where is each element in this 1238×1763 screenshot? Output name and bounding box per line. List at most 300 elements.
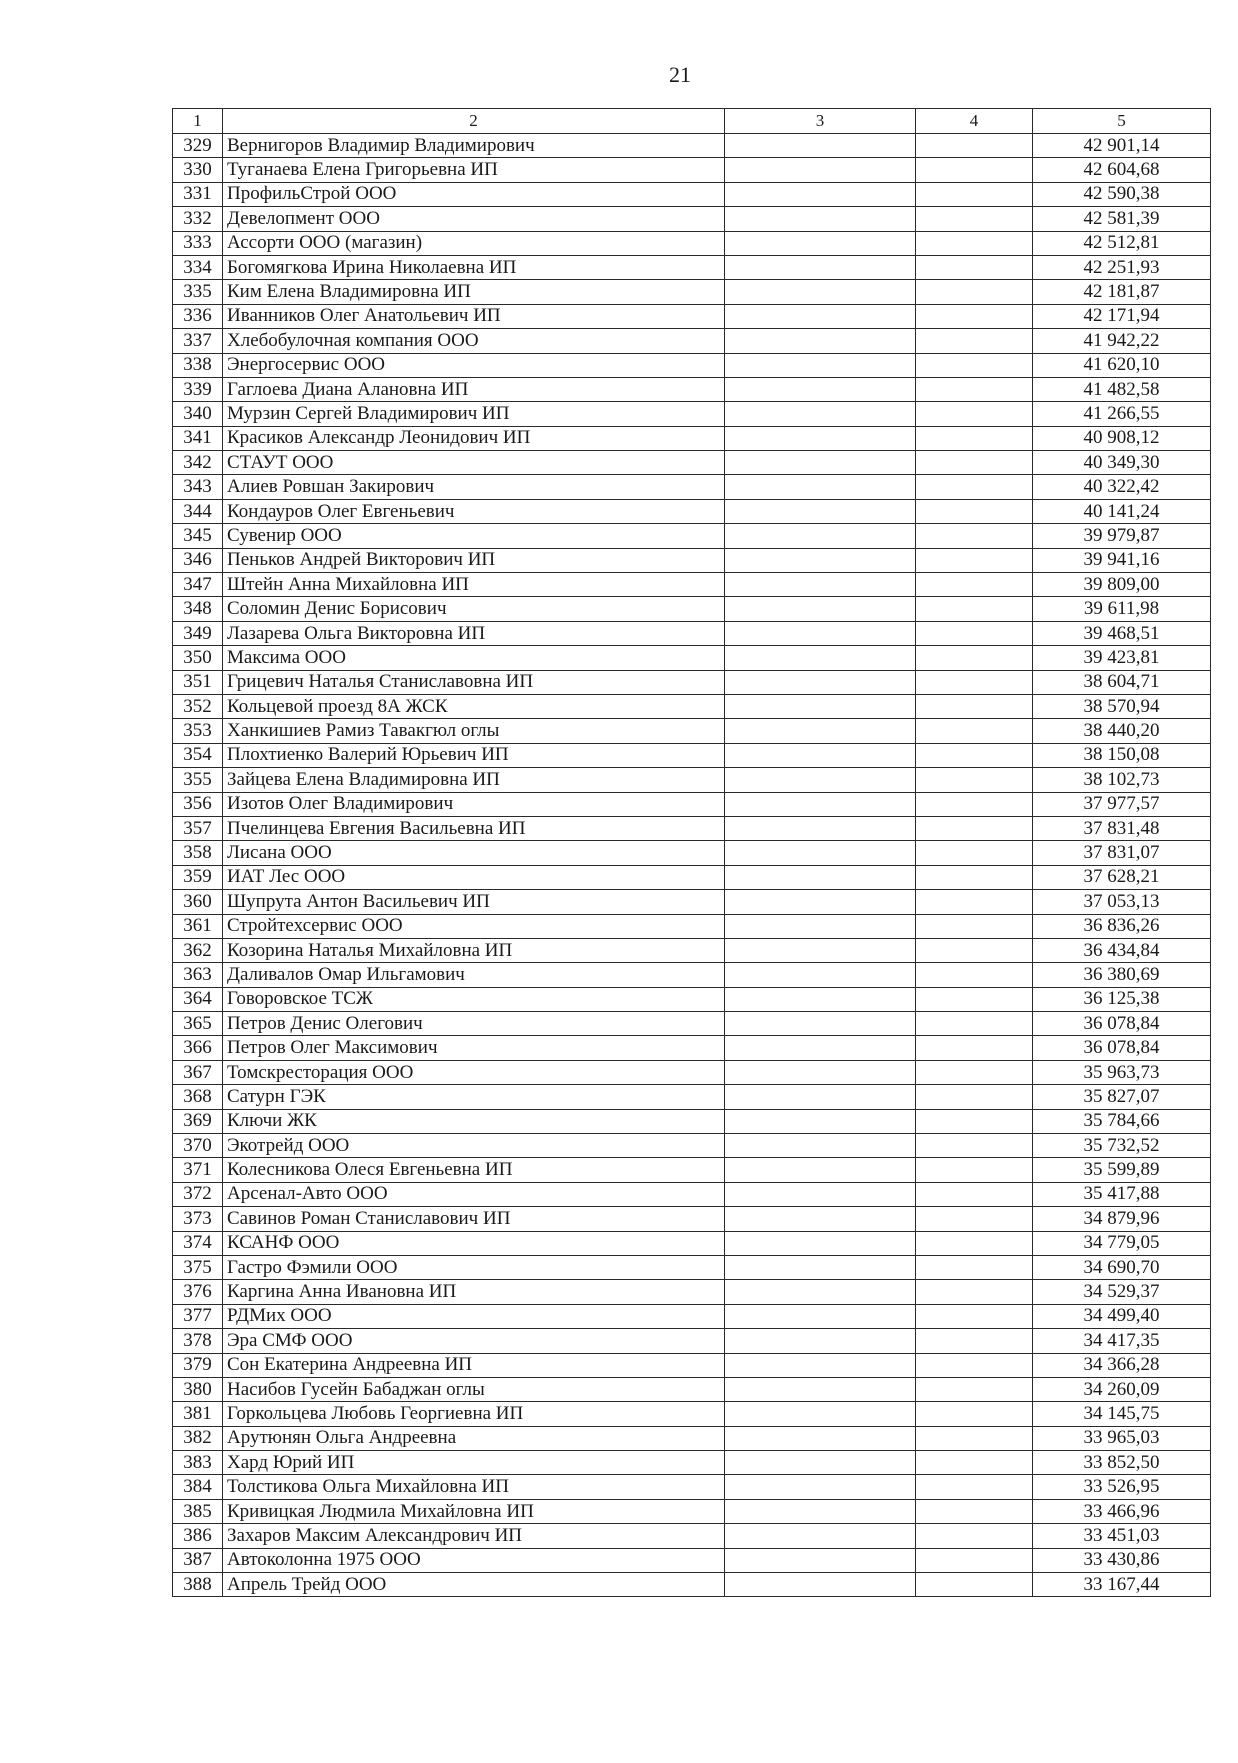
table-row bbox=[173, 597, 1211, 621]
row-name: Максима ООО bbox=[223, 646, 725, 670]
table-row bbox=[173, 1573, 1211, 1597]
row-name: Хлебобулочная компания ООО bbox=[223, 329, 725, 353]
row-col4 bbox=[916, 1085, 1033, 1109]
row-amount: 38 570,94 bbox=[1033, 694, 1211, 718]
row-amount: 38 150,08 bbox=[1033, 743, 1211, 767]
row-name: Изотов Олег Владимирович bbox=[223, 792, 725, 816]
row-col3 bbox=[725, 329, 916, 353]
row-name: Иванников Олег Анатольевич ИП bbox=[223, 304, 725, 328]
table-row bbox=[173, 255, 1211, 279]
row-col3 bbox=[725, 1499, 916, 1523]
table-row bbox=[173, 548, 1211, 572]
row-number: 358 bbox=[173, 841, 223, 865]
row-col4 bbox=[916, 1524, 1033, 1548]
row-amount: 34 499,40 bbox=[1033, 1304, 1211, 1328]
row-name: Автоколонна 1975 ООО bbox=[223, 1548, 725, 1572]
table-row bbox=[173, 1158, 1211, 1182]
row-col3 bbox=[725, 1451, 916, 1475]
column-header-1: 1 bbox=[173, 109, 223, 134]
row-col4 bbox=[916, 255, 1033, 279]
row-name: Даливалов Омар Ильгамович bbox=[223, 963, 725, 987]
row-amount: 33 852,50 bbox=[1033, 1451, 1211, 1475]
row-number: 359 bbox=[173, 865, 223, 889]
row-amount: 42 171,94 bbox=[1033, 304, 1211, 328]
row-name: Колесникова Олеся Евгеньевна ИП bbox=[223, 1158, 725, 1182]
row-col4 bbox=[916, 426, 1033, 450]
row-col4 bbox=[916, 987, 1033, 1011]
row-name: Сон Екатерина Андреевна ИП bbox=[223, 1353, 725, 1377]
row-amount: 34 879,96 bbox=[1033, 1207, 1211, 1231]
row-number: 356 bbox=[173, 792, 223, 816]
row-number: 370 bbox=[173, 1134, 223, 1158]
row-amount: 39 979,87 bbox=[1033, 524, 1211, 548]
row-number: 383 bbox=[173, 1451, 223, 1475]
row-number: 386 bbox=[173, 1524, 223, 1548]
row-name: Ким Елена Владимировна ИП bbox=[223, 280, 725, 304]
row-col3 bbox=[725, 646, 916, 670]
row-col3 bbox=[725, 743, 916, 767]
row-name: Ключи ЖК bbox=[223, 1109, 725, 1133]
row-number: 351 bbox=[173, 670, 223, 694]
table-row bbox=[173, 353, 1211, 377]
row-col3 bbox=[725, 1329, 916, 1353]
row-col4 bbox=[916, 694, 1033, 718]
row-col3 bbox=[725, 1524, 916, 1548]
table-row bbox=[173, 1036, 1211, 1060]
row-col4 bbox=[916, 1329, 1033, 1353]
page-number: 21 bbox=[669, 62, 691, 87]
row-col4 bbox=[916, 1451, 1033, 1475]
row-name: Горкольцева Любовь Георгиевна ИП bbox=[223, 1402, 725, 1426]
row-number: 387 bbox=[173, 1548, 223, 1572]
row-number: 337 bbox=[173, 329, 223, 353]
table-row bbox=[173, 987, 1211, 1011]
row-number: 364 bbox=[173, 987, 223, 1011]
row-number: 369 bbox=[173, 1109, 223, 1133]
row-number: 377 bbox=[173, 1304, 223, 1328]
row-col4 bbox=[916, 963, 1033, 987]
row-col4 bbox=[916, 1012, 1033, 1036]
column-header-4: 4 bbox=[916, 109, 1033, 134]
row-name: Лисана ООО bbox=[223, 841, 725, 865]
row-name: Сувенир ООО bbox=[223, 524, 725, 548]
row-name: Грицевич Наталья Станиславовна ИП bbox=[223, 670, 725, 694]
table-row bbox=[173, 524, 1211, 548]
row-col4 bbox=[916, 1255, 1033, 1279]
row-name: Вернигоров Владимир Владимирович bbox=[223, 134, 725, 158]
row-number: 367 bbox=[173, 1060, 223, 1084]
row-col3 bbox=[725, 1353, 916, 1377]
row-amount: 39 468,51 bbox=[1033, 621, 1211, 645]
row-number: 334 bbox=[173, 255, 223, 279]
row-amount: 39 809,00 bbox=[1033, 573, 1211, 597]
row-number: 341 bbox=[173, 426, 223, 450]
row-col3 bbox=[725, 890, 916, 914]
row-name: Каргина Анна Ивановна ИП bbox=[223, 1280, 725, 1304]
row-number: 354 bbox=[173, 743, 223, 767]
row-col4 bbox=[916, 890, 1033, 914]
table-row bbox=[173, 816, 1211, 840]
row-name: Алиев Ровшан Закирович bbox=[223, 475, 725, 499]
row-col4 bbox=[916, 1280, 1033, 1304]
table-row bbox=[173, 573, 1211, 597]
row-name: Шупрута Антон Васильевич ИП bbox=[223, 890, 725, 914]
table-row bbox=[173, 621, 1211, 645]
row-name: Эра СМФ ООО bbox=[223, 1329, 725, 1353]
row-amount: 42 512,81 bbox=[1033, 231, 1211, 255]
row-number: 378 bbox=[173, 1329, 223, 1353]
row-number: 338 bbox=[173, 353, 223, 377]
column-header-3: 3 bbox=[725, 109, 916, 134]
row-col3 bbox=[725, 1402, 916, 1426]
table-row bbox=[173, 646, 1211, 670]
row-col3 bbox=[725, 231, 916, 255]
row-amount: 42 604,68 bbox=[1033, 158, 1211, 182]
row-amount: 40 141,24 bbox=[1033, 499, 1211, 523]
row-col4 bbox=[916, 1060, 1033, 1084]
row-col3 bbox=[725, 914, 916, 938]
row-amount: 33 451,03 bbox=[1033, 1524, 1211, 1548]
row-col3 bbox=[725, 1036, 916, 1060]
row-col4 bbox=[916, 816, 1033, 840]
row-name: Кривицкая Людмила Михайловна ИП bbox=[223, 1499, 725, 1523]
row-number: 365 bbox=[173, 1012, 223, 1036]
column-header-2: 2 bbox=[223, 109, 725, 134]
row-name: ПрофильСтрой ООО bbox=[223, 182, 725, 206]
table-row bbox=[173, 207, 1211, 231]
row-amount: 37 053,13 bbox=[1033, 890, 1211, 914]
row-amount: 36 434,84 bbox=[1033, 938, 1211, 962]
row-number: 353 bbox=[173, 719, 223, 743]
row-amount: 42 581,39 bbox=[1033, 207, 1211, 231]
row-amount: 33 430,86 bbox=[1033, 1548, 1211, 1572]
row-col4 bbox=[916, 499, 1033, 523]
table-row bbox=[173, 426, 1211, 450]
row-col3 bbox=[725, 1085, 916, 1109]
row-amount: 34 690,70 bbox=[1033, 1255, 1211, 1279]
row-col3 bbox=[725, 1475, 916, 1499]
table-row bbox=[173, 1182, 1211, 1206]
row-amount: 36 078,84 bbox=[1033, 1036, 1211, 1060]
table-row bbox=[173, 304, 1211, 328]
row-col4 bbox=[916, 134, 1033, 158]
row-col4 bbox=[916, 1109, 1033, 1133]
row-number: 331 bbox=[173, 182, 223, 206]
table-row bbox=[173, 792, 1211, 816]
row-col3 bbox=[725, 1548, 916, 1572]
row-col3 bbox=[725, 475, 916, 499]
row-col3 bbox=[725, 987, 916, 1011]
row-amount: 38 102,73 bbox=[1033, 768, 1211, 792]
row-number: 363 bbox=[173, 963, 223, 987]
row-col4 bbox=[916, 1475, 1033, 1499]
row-col3 bbox=[725, 1426, 916, 1450]
table-row bbox=[173, 1475, 1211, 1499]
table-header-row bbox=[173, 109, 1211, 134]
row-number: 348 bbox=[173, 597, 223, 621]
row-col3 bbox=[725, 719, 916, 743]
row-number: 382 bbox=[173, 1426, 223, 1450]
table-row bbox=[173, 1280, 1211, 1304]
table-row bbox=[173, 1109, 1211, 1133]
table-row bbox=[173, 1524, 1211, 1548]
table-row bbox=[173, 938, 1211, 962]
row-number: 357 bbox=[173, 816, 223, 840]
row-amount: 35 599,89 bbox=[1033, 1158, 1211, 1182]
row-name: Сатурн ГЭК bbox=[223, 1085, 725, 1109]
table-row bbox=[173, 475, 1211, 499]
row-col3 bbox=[725, 621, 916, 645]
row-name: Хард Юрий ИП bbox=[223, 1451, 725, 1475]
row-col3 bbox=[725, 768, 916, 792]
row-amount: 40 908,12 bbox=[1033, 426, 1211, 450]
row-col3 bbox=[725, 134, 916, 158]
table-row bbox=[173, 1548, 1211, 1572]
row-name: Плохтиенко Валерий Юрьевич ИП bbox=[223, 743, 725, 767]
row-col3 bbox=[725, 1158, 916, 1182]
row-col4 bbox=[916, 353, 1033, 377]
row-name: Пчелинцева Евгения Васильевна ИП bbox=[223, 816, 725, 840]
row-col4 bbox=[916, 1573, 1033, 1597]
row-name: Девелопмент ООО bbox=[223, 207, 725, 231]
row-col3 bbox=[725, 816, 916, 840]
row-amount: 33 965,03 bbox=[1033, 1426, 1211, 1450]
row-amount: 34 529,37 bbox=[1033, 1280, 1211, 1304]
table-row bbox=[173, 158, 1211, 182]
row-number: 385 bbox=[173, 1499, 223, 1523]
row-name: Петров Денис Олегович bbox=[223, 1012, 725, 1036]
row-col4 bbox=[916, 304, 1033, 328]
row-name: Козорина Наталья Михайловна ИП bbox=[223, 938, 725, 962]
row-col4 bbox=[916, 1231, 1033, 1255]
row-number: 371 bbox=[173, 1158, 223, 1182]
table-row bbox=[173, 1304, 1211, 1328]
row-amount: 37 628,21 bbox=[1033, 865, 1211, 889]
row-number: 379 bbox=[173, 1353, 223, 1377]
row-name: Арутюнян Ольга Андреевна bbox=[223, 1426, 725, 1450]
row-col3 bbox=[725, 426, 916, 450]
table-row bbox=[173, 1451, 1211, 1475]
table-row bbox=[173, 1012, 1211, 1036]
row-col3 bbox=[725, 938, 916, 962]
row-number: 330 bbox=[173, 158, 223, 182]
row-col4 bbox=[916, 329, 1033, 353]
row-col3 bbox=[725, 1231, 916, 1255]
row-col4 bbox=[916, 1353, 1033, 1377]
row-number: 349 bbox=[173, 621, 223, 645]
row-amount: 41 942,22 bbox=[1033, 329, 1211, 353]
row-number: 332 bbox=[173, 207, 223, 231]
row-col3 bbox=[725, 841, 916, 865]
table-row bbox=[173, 134, 1211, 158]
table-row bbox=[173, 1060, 1211, 1084]
row-col3 bbox=[725, 207, 916, 231]
row-amount: 42 590,38 bbox=[1033, 182, 1211, 206]
row-amount: 34 366,28 bbox=[1033, 1353, 1211, 1377]
row-col4 bbox=[916, 646, 1033, 670]
row-name: Говоровское ТСЖ bbox=[223, 987, 725, 1011]
row-amount: 35 417,88 bbox=[1033, 1182, 1211, 1206]
row-number: 360 bbox=[173, 890, 223, 914]
row-number: 381 bbox=[173, 1402, 223, 1426]
row-col3 bbox=[725, 1280, 916, 1304]
row-name: Петров Олег Максимович bbox=[223, 1036, 725, 1060]
row-col4 bbox=[916, 548, 1033, 572]
row-col4 bbox=[916, 231, 1033, 255]
row-col3 bbox=[725, 1109, 916, 1133]
table-row bbox=[173, 1255, 1211, 1279]
row-amount: 42 251,93 bbox=[1033, 255, 1211, 279]
row-col4 bbox=[916, 207, 1033, 231]
row-number: 366 bbox=[173, 1036, 223, 1060]
row-name: Соломин Денис Борисович bbox=[223, 597, 725, 621]
row-number: 375 bbox=[173, 1255, 223, 1279]
row-amount: 38 440,20 bbox=[1033, 719, 1211, 743]
row-col4 bbox=[916, 792, 1033, 816]
row-col3 bbox=[725, 451, 916, 475]
table-row bbox=[173, 402, 1211, 426]
row-amount: 36 078,84 bbox=[1033, 1012, 1211, 1036]
row-col3 bbox=[725, 280, 916, 304]
row-name: Энергосервис ООО bbox=[223, 353, 725, 377]
row-col4 bbox=[916, 768, 1033, 792]
row-col4 bbox=[916, 1377, 1033, 1401]
row-name: КСАНФ ООО bbox=[223, 1231, 725, 1255]
row-col3 bbox=[725, 865, 916, 889]
row-amount: 34 779,05 bbox=[1033, 1231, 1211, 1255]
row-amount: 34 260,09 bbox=[1033, 1377, 1211, 1401]
table-row bbox=[173, 182, 1211, 206]
row-col3 bbox=[725, 377, 916, 401]
table-row bbox=[173, 841, 1211, 865]
table-row bbox=[173, 694, 1211, 718]
table-row bbox=[173, 1499, 1211, 1523]
table-row bbox=[173, 914, 1211, 938]
row-col4 bbox=[916, 1548, 1033, 1572]
row-amount: 36 836,26 bbox=[1033, 914, 1211, 938]
row-number: 343 bbox=[173, 475, 223, 499]
row-col3 bbox=[725, 524, 916, 548]
row-amount: 33 526,95 bbox=[1033, 1475, 1211, 1499]
row-amount: 40 322,42 bbox=[1033, 475, 1211, 499]
row-number: 372 bbox=[173, 1182, 223, 1206]
row-amount: 42 181,87 bbox=[1033, 280, 1211, 304]
row-name: ИАТ Лес ООО bbox=[223, 865, 725, 889]
row-number: 368 bbox=[173, 1085, 223, 1109]
row-number: 373 bbox=[173, 1207, 223, 1231]
row-number: 336 bbox=[173, 304, 223, 328]
row-name: Зайцева Елена Владимировна ИП bbox=[223, 768, 725, 792]
table-row bbox=[173, 1207, 1211, 1231]
row-amount: 37 831,48 bbox=[1033, 816, 1211, 840]
row-amount: 41 620,10 bbox=[1033, 353, 1211, 377]
row-col3 bbox=[725, 1060, 916, 1084]
row-number: 344 bbox=[173, 499, 223, 523]
row-col3 bbox=[725, 670, 916, 694]
row-col3 bbox=[725, 1377, 916, 1401]
table-row bbox=[173, 963, 1211, 987]
row-name: Гаглоева Диана Алановна ИП bbox=[223, 377, 725, 401]
row-col3 bbox=[725, 182, 916, 206]
row-name: Стройтехсервис ООО bbox=[223, 914, 725, 938]
row-number: 333 bbox=[173, 231, 223, 255]
row-col4 bbox=[916, 402, 1033, 426]
row-number: 342 bbox=[173, 451, 223, 475]
row-amount: 39 423,81 bbox=[1033, 646, 1211, 670]
table-row bbox=[173, 865, 1211, 889]
row-col4 bbox=[916, 938, 1033, 962]
row-col3 bbox=[725, 792, 916, 816]
ledger-table bbox=[172, 108, 1211, 1597]
row-col3 bbox=[725, 1182, 916, 1206]
row-amount: 35 732,52 bbox=[1033, 1134, 1211, 1158]
table-row bbox=[173, 670, 1211, 694]
row-number: 329 bbox=[173, 134, 223, 158]
row-amount: 37 831,07 bbox=[1033, 841, 1211, 865]
row-col4 bbox=[916, 1207, 1033, 1231]
row-name: Толстикова Ольга Михайловна ИП bbox=[223, 1475, 725, 1499]
table-row bbox=[173, 743, 1211, 767]
row-number: 339 bbox=[173, 377, 223, 401]
row-number: 384 bbox=[173, 1475, 223, 1499]
table-row bbox=[173, 1134, 1211, 1158]
row-col4 bbox=[916, 743, 1033, 767]
table-row bbox=[173, 1231, 1211, 1255]
row-amount: 41 482,58 bbox=[1033, 377, 1211, 401]
row-col4 bbox=[916, 865, 1033, 889]
column-header-5: 5 bbox=[1033, 109, 1211, 134]
row-col4 bbox=[916, 573, 1033, 597]
row-col3 bbox=[725, 548, 916, 572]
row-amount: 35 963,73 bbox=[1033, 1060, 1211, 1084]
row-col3 bbox=[725, 963, 916, 987]
table-row bbox=[173, 280, 1211, 304]
row-col4 bbox=[916, 1036, 1033, 1060]
row-amount: 40 349,30 bbox=[1033, 451, 1211, 475]
table-row bbox=[173, 329, 1211, 353]
table-row bbox=[173, 768, 1211, 792]
table-row bbox=[173, 1085, 1211, 1109]
row-number: 352 bbox=[173, 694, 223, 718]
row-col3 bbox=[725, 1255, 916, 1279]
row-number: 388 bbox=[173, 1573, 223, 1597]
row-number: 361 bbox=[173, 914, 223, 938]
row-name: Туганаева Елена Григорьевна ИП bbox=[223, 158, 725, 182]
row-name: Ханкишиев Рамиз Тавакгюл оглы bbox=[223, 719, 725, 743]
row-name: Мурзин Сергей Владимирович ИП bbox=[223, 402, 725, 426]
row-col4 bbox=[916, 280, 1033, 304]
row-col3 bbox=[725, 402, 916, 426]
row-number: 362 bbox=[173, 938, 223, 962]
row-amount: 39 941,16 bbox=[1033, 548, 1211, 572]
row-col3 bbox=[725, 1134, 916, 1158]
row-col4 bbox=[916, 719, 1033, 743]
row-number: 380 bbox=[173, 1377, 223, 1401]
row-name: РДМих ООО bbox=[223, 1304, 725, 1328]
row-col4 bbox=[916, 1304, 1033, 1328]
row-number: 355 bbox=[173, 768, 223, 792]
row-amount: 39 611,98 bbox=[1033, 597, 1211, 621]
row-name: Красиков Александр Леонидович ИП bbox=[223, 426, 725, 450]
row-name: Захаров Максим Александрович ИП bbox=[223, 1524, 725, 1548]
row-col3 bbox=[725, 304, 916, 328]
row-amount: 35 784,66 bbox=[1033, 1109, 1211, 1133]
row-col4 bbox=[916, 451, 1033, 475]
row-name: Арсенал-Авто ООО bbox=[223, 1182, 725, 1206]
table-row bbox=[173, 451, 1211, 475]
table-row bbox=[173, 1402, 1211, 1426]
row-col3 bbox=[725, 158, 916, 182]
